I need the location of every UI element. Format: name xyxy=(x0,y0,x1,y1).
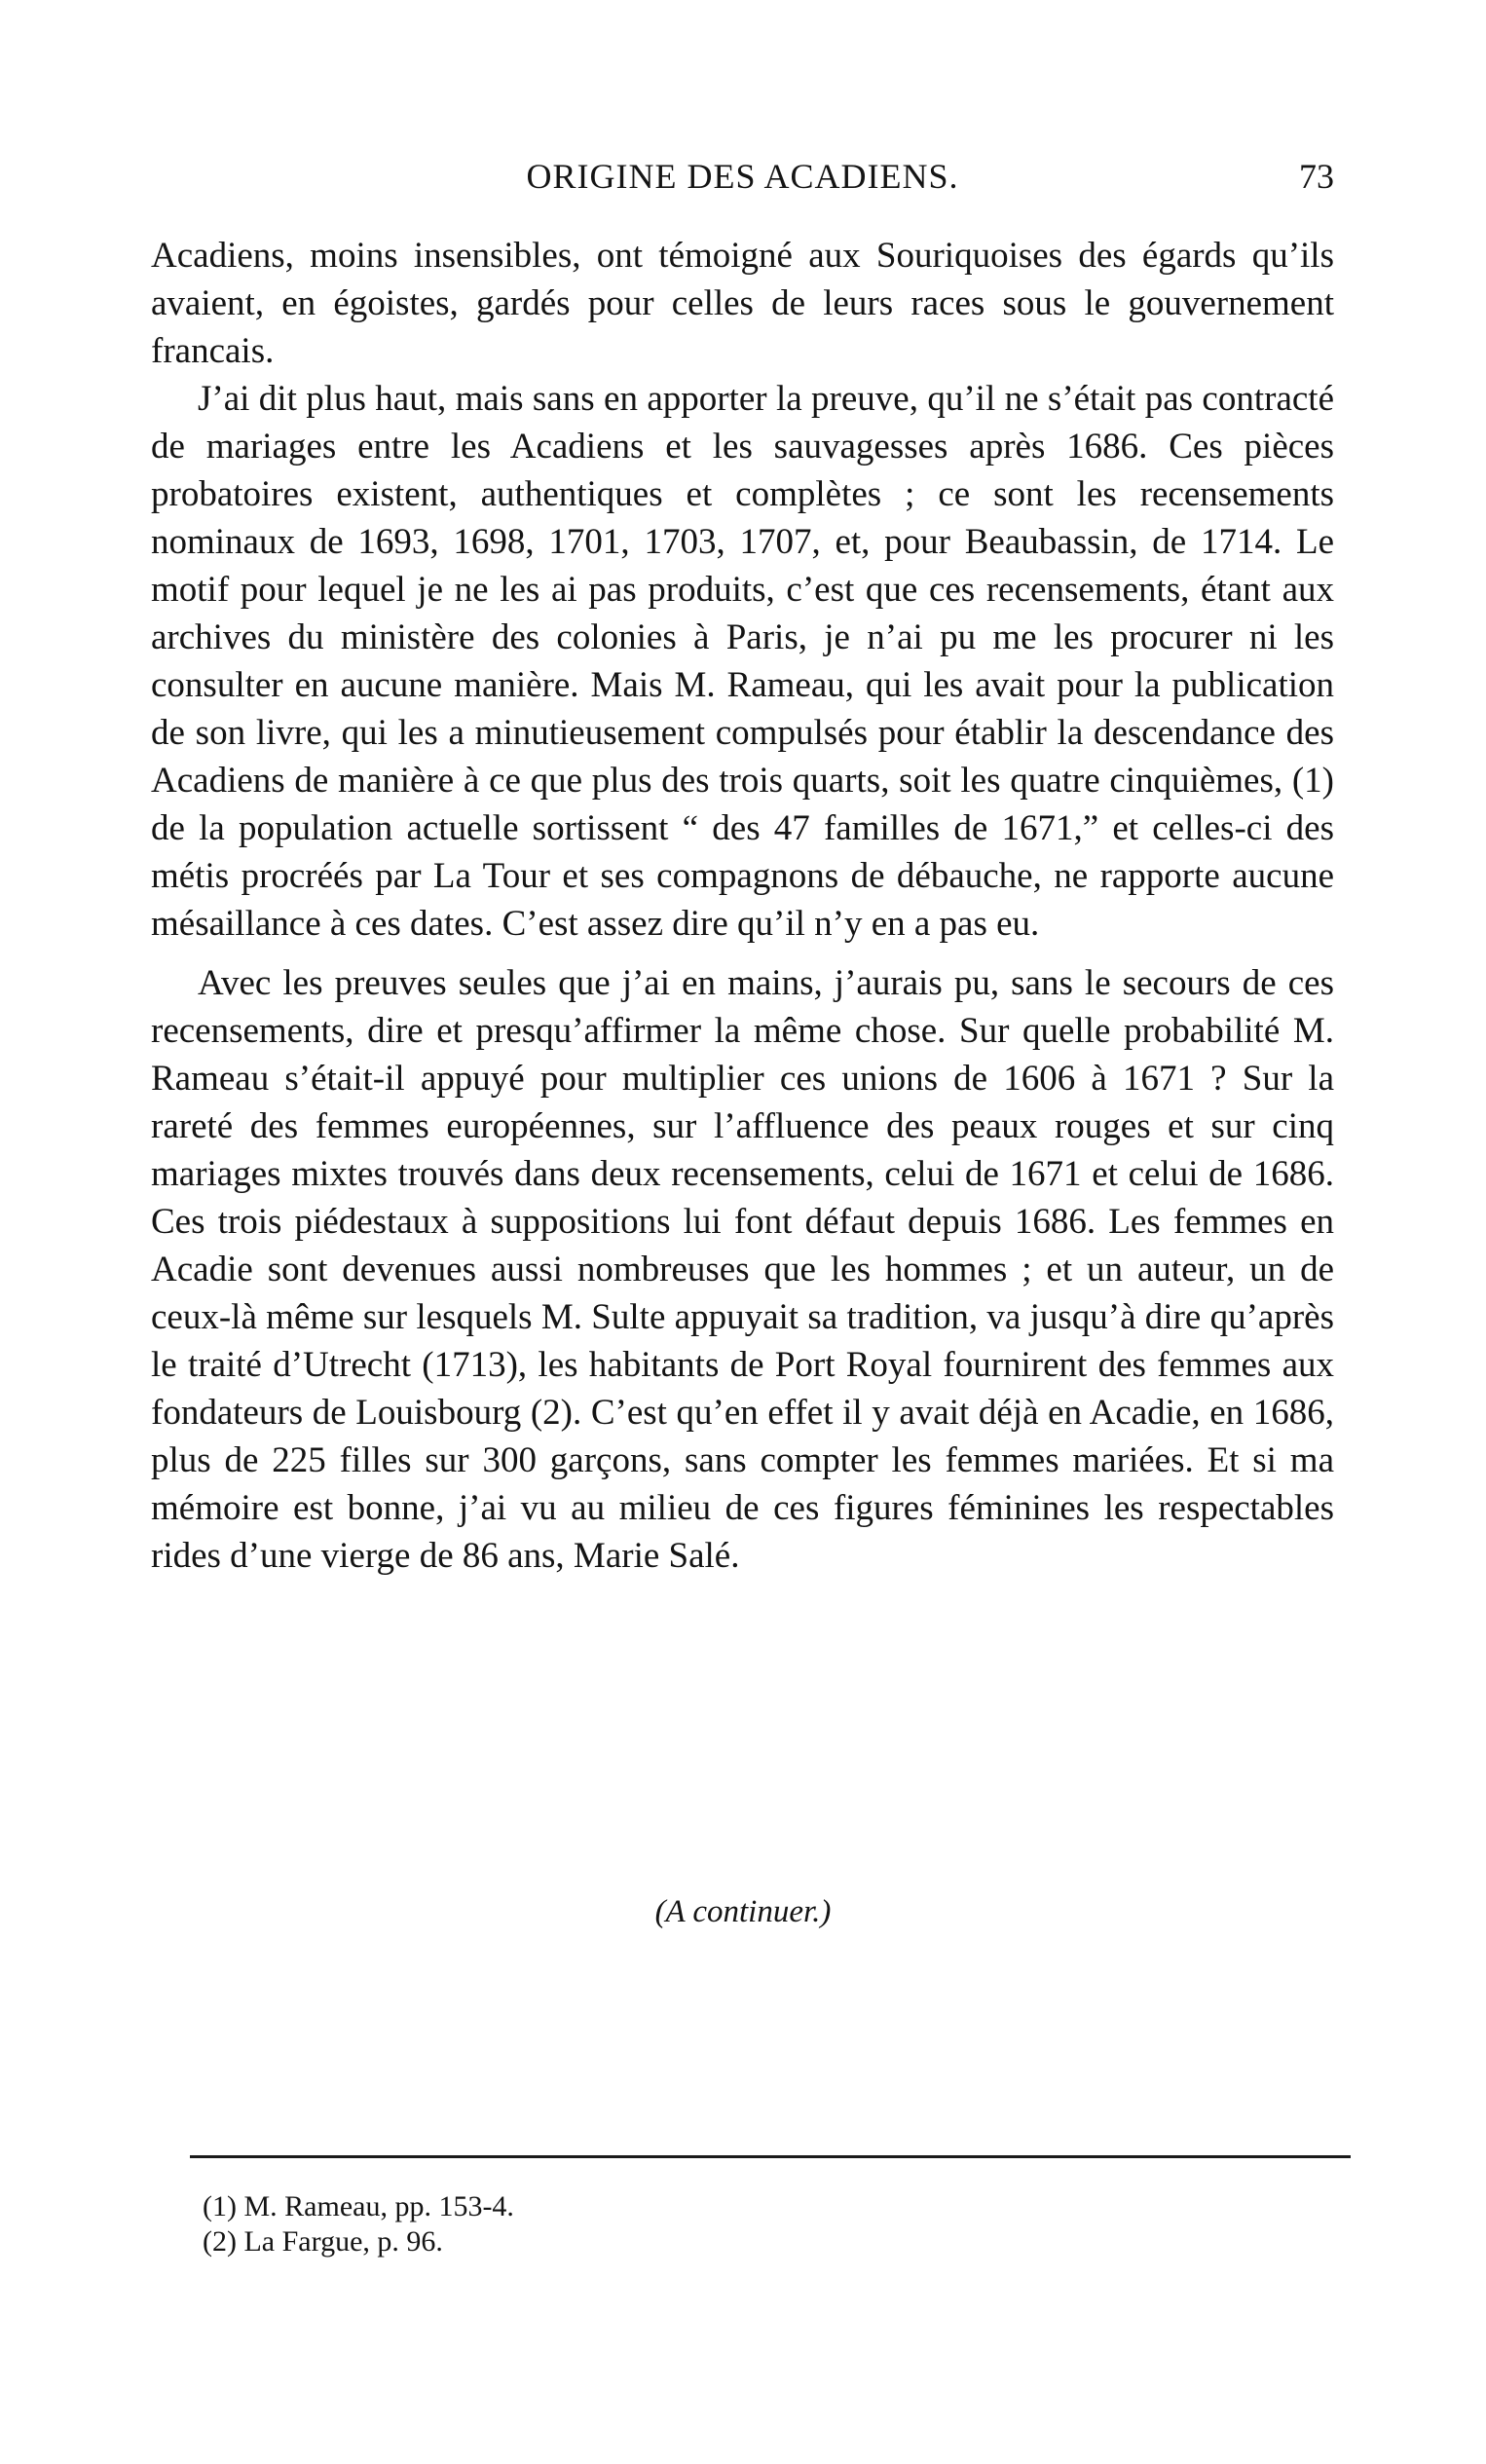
continuation-note: (A continuer.) xyxy=(654,1894,832,1929)
body-text xyxy=(151,232,1334,1580)
paragraph-2: J’ai dit plus haut, mais sans en apporter la preuve, qu’il ne s’était pas contracté de mariages entre les Acadiens et les sauvagesses après 1686. Ces pièces probatoires existent, authentiques et complètes ; ce sont les recensements nominaux de 1693, 1698, 1701, 1703, 1707, et, pour Beaubassin, de 1714. Le motif pour lequel je ne les ai pas produits, c’est que ces recensements, étant aux archives du ministère des colonies à Paris, je n’ai pu me les procurer ni les consulter en aucune manière. Mais M. Rameau, qui les avait pour la publication de son livre, qui les a minutieusement compulsés pour établir la descendance des Acadiens de manière à ce que plus des trois quarts, soit les quatre cinquièmes, (1) de la population actuelle sortissent “ des 47 familles de 1671,” et celles-ci des métis procréés par La Tour et ses compagnons de débauche, ne rapporte aucune mésaillance à ces dates. C’est assez dire qu’il n’y en a pas eu. xyxy=(151,379,1334,944)
page-header xyxy=(151,156,1334,205)
footnote-2: (2) La Fargue, p. 96. xyxy=(203,2225,443,2258)
page-number: 73 xyxy=(1299,157,1334,196)
footnote-1: (1) M. Rameau, pp. 153-4. xyxy=(203,2190,514,2222)
footnotes xyxy=(203,2189,1079,2259)
paragraph-1: Acadiens, moins insensibles, ont témoigné aux Souriquoises des égards qu’ils avaient, en égoistes, gardés pour celles de leurs races sous le gouvernement francais. xyxy=(151,236,1334,371)
footnote-divider xyxy=(190,2155,1351,2158)
paragraph-3: Avec les preuves seules que j’ai en mains, j’aurais pu, sans le secours de ces recensements, dire et presqu’affirmer la même chose. Sur quelle probabilité M. Rameau s’était-il appuyé pour multiplier ces unions de 1606 à 1671 ? Sur la rareté des femmes européennes, sur l’affluence des peaux rouges et sur cinq mariages mixtes trouvés dans deux recensements, celui de 1671 et celui de 1686. Ces trois piédestaux à suppositions lui font défaut depuis 1686. Les femmes en Acadie sont devenues aussi nombreuses que les hommes ; et un auteur, un de ceux-là même sur lesquels M. Sulte appuyait sa tradition, va jusqu’à dire qu’après le traité d’Utrecht (1713), les habitants de Port Royal fournirent des femmes aux fondateurs de Louisbourg (2). C’est qu’en effet il y avait déjà en Acadie, en 1686, plus de 225 filles sur 300 garçons, sans compter les femmes mariées. Et si ma mémoire est bonne, j’ai vu au milieu de ces figures féminines les respectables rides d’une vierge de 86 ans, Marie Salé. xyxy=(151,963,1334,1576)
running-title: ORIGINE DES ACADIENS. xyxy=(526,157,959,196)
